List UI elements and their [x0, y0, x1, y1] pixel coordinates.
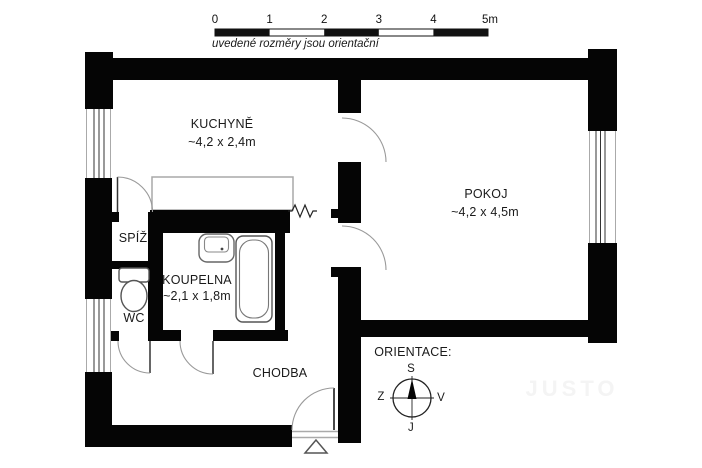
scale-tick-5: 5m: [482, 14, 498, 26]
compass-south-label: J: [408, 422, 414, 434]
sink-icon: [199, 234, 234, 262]
compass-east-label: V: [437, 392, 445, 404]
room-label-kuchyne: KUCHYNĚ: [190, 117, 254, 131]
room-label-pokoj: POKOJ: [464, 187, 508, 201]
scale-tick-0: 0: [211, 14, 219, 26]
watermark: JUSTO: [525, 376, 619, 401]
wall-right-bottom: [588, 243, 617, 343]
scale-caption: uvedené rozměry jsou orientační: [212, 38, 379, 50]
room-label-chodba: CHODBA: [252, 366, 308, 380]
wall-spiz-right: [148, 212, 163, 341]
wall-koupelna-east: [275, 210, 285, 341]
wall-corner-top-right: [588, 49, 617, 131]
room-dims-koupelna: ~2,1 x 1,8m: [163, 289, 231, 303]
compass-icon: [390, 376, 434, 420]
wall-spiz-top-bit: [112, 212, 119, 222]
pokoj-door-lower-arc: [342, 226, 386, 270]
wc-door: [118, 341, 150, 373]
room-label-spiz: SPÍŽ: [118, 231, 148, 245]
wall-interior-b: [338, 162, 361, 223]
wall-wc-west-stub: [110, 331, 119, 341]
wall-interior-c-nub: [331, 267, 339, 277]
wall-interior-b-nub: [331, 209, 339, 218]
wall-kitchen-south: [150, 210, 290, 233]
entrance-marker-triangle: [305, 440, 327, 453]
wall-pokoj-bottom: [360, 320, 592, 337]
pokoj-door-upper-arc: [342, 118, 386, 162]
bathtub-icon: [236, 236, 272, 322]
window-left-upper: [87, 109, 111, 178]
scale-tick-3: 3: [375, 14, 382, 26]
scale-tick-1: 1: [266, 14, 273, 26]
window-left-lower: [87, 299, 111, 372]
scale-tick-4: 4: [430, 14, 437, 26]
wall-interior-a: [338, 80, 361, 113]
wall-interior-c: [338, 267, 361, 443]
room-dims-kuchyne: ~4,2 x 2,4m: [188, 135, 256, 149]
compass-west-label: Z: [377, 391, 385, 403]
window-right: [590, 131, 616, 243]
spiz-door: [118, 177, 153, 212]
koupelna-door: [180, 341, 213, 374]
room-label-koupelna: KOUPELNA: [162, 273, 232, 287]
wall-bottom: [85, 425, 292, 447]
orientation-label: ORIENTACE:: [374, 345, 452, 359]
wall-koupelna-bottom-left: [150, 330, 181, 341]
kitchen-counter: [152, 177, 293, 210]
compass-north-label: S: [407, 363, 415, 375]
room-label-wc: WC: [123, 311, 145, 325]
wall-left-middle: [85, 178, 112, 299]
wall-top: [85, 58, 617, 80]
room-dims-pokoj: ~4,2 x 4,5m: [451, 205, 519, 219]
toilet-icon: [119, 268, 149, 312]
scale-tick-2: 2: [320, 14, 328, 26]
scale-bar: [215, 29, 488, 36]
entrance-door: [292, 388, 338, 438]
